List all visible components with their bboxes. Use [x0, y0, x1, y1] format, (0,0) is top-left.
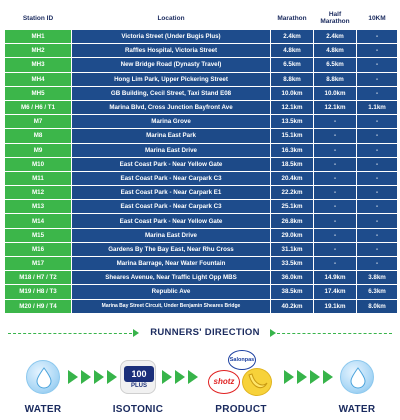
location-cell: Gardens By The Bay East, Near Rhu Cross — [72, 243, 270, 256]
table-body — [5, 30, 397, 313]
location-cell: Sheares Avenue, Near Traffic Light Opp MBS — [72, 271, 270, 284]
marathon-distance-cell: 8.8km — [271, 73, 313, 86]
location-cell: East Coast Park - Near Yellow Gate — [72, 214, 270, 227]
marathon-distance-cell: 36.0km — [271, 271, 313, 284]
table-row — [5, 115, 397, 128]
table-row — [5, 300, 397, 313]
table-row — [5, 271, 397, 284]
station-id-cell: M18 / H7 / T2 — [5, 271, 71, 284]
marathon-distance-cell: 40.2km — [271, 300, 313, 313]
table-row — [5, 44, 397, 57]
ten-km-distance-cell: - — [357, 172, 397, 185]
table-row — [5, 229, 397, 242]
marathon-distance-cell: 33.5km — [271, 257, 313, 270]
half-marathon-distance-cell: - — [314, 257, 356, 270]
marathon-distance-cell: 31.1km — [271, 243, 313, 256]
marathon-distance-cell: 12.1km — [271, 101, 313, 114]
water-label-1: WATER — [24, 404, 62, 415]
banana-shape — [243, 369, 271, 395]
product-label: PRODUCT — [215, 404, 267, 415]
water-drop-icon — [340, 360, 374, 394]
half-marathon-distance-cell: 17.4km — [314, 285, 356, 298]
marathon-distance-cell: 22.2km — [271, 186, 313, 199]
isotonic-drink-icon — [120, 360, 156, 394]
table-row — [5, 257, 397, 270]
location-cell: Marina East Drive — [72, 229, 270, 242]
product-icons — [206, 348, 276, 402]
station-id-cell: M6 / H6 / T1 — [5, 101, 71, 114]
location-cell: Marina Blvd, Cross Junction Bayfront Ave — [72, 101, 270, 114]
station-id-cell: M11 — [5, 172, 71, 185]
ten-km-distance-cell: - — [357, 30, 397, 43]
location-cell: Raffles Hospital, Victoria Street — [72, 44, 270, 57]
station-id-cell: M9 — [5, 144, 71, 157]
station-id-cell: M7 — [5, 115, 71, 128]
water-station-table — [4, 6, 398, 314]
isotonic-brand-logo: 100 — [124, 366, 154, 382]
marathon-distance-cell: 10.0km — [271, 87, 313, 100]
chevron-right-icon — [81, 370, 91, 384]
station-id-cell: M20 / H9 / T4 — [5, 300, 71, 313]
direction-arrow-left-icon — [133, 329, 139, 337]
half-marathon-distance-cell: 12.1km — [314, 101, 356, 114]
direction-dash-left — [8, 333, 132, 334]
marathon-distance-cell: 13.5km — [271, 115, 313, 128]
banana-icon — [242, 368, 272, 396]
ten-km-distance-cell: - — [357, 87, 397, 100]
ten-km-distance-cell: - — [357, 257, 397, 270]
ten-km-distance-cell: 1.1km — [357, 101, 397, 114]
table-row — [5, 186, 397, 199]
header-10km: 10KM — [357, 7, 397, 29]
chevron-right-icon — [68, 370, 78, 384]
location-cell: Marina Grove — [72, 115, 270, 128]
marathon-distance-cell: 4.8km — [271, 44, 313, 57]
station-id-cell: M15 — [5, 229, 71, 242]
station-id-cell: M10 — [5, 158, 71, 171]
chevron-right-icon — [94, 370, 104, 384]
table-row — [5, 30, 397, 43]
location-cell: East Coast Park - Near Carpark E1 — [72, 186, 270, 199]
runners-direction — [0, 326, 400, 342]
half-marathon-distance-cell: 6.5km — [314, 58, 356, 71]
half-marathon-distance-cell: 2.4km — [314, 30, 356, 43]
station-id-cell: MH2 — [5, 44, 71, 57]
ten-km-distance-cell: - — [357, 144, 397, 157]
ten-km-distance-cell: 6.3km — [357, 285, 397, 298]
station-id-cell: M8 — [5, 129, 71, 142]
isotonic-brand-sub: PLUS — [130, 383, 147, 389]
marathon-distance-cell: 26.8km — [271, 214, 313, 227]
marathon-distance-cell: 2.4km — [271, 30, 313, 43]
ten-km-distance-cell: - — [357, 115, 397, 128]
half-marathon-distance-cell: - — [314, 200, 356, 213]
station-id-cell: MH4 — [5, 73, 71, 86]
chevron-right-icon — [310, 370, 320, 384]
half-marathon-distance-cell: - — [314, 243, 356, 256]
location-cell: Marina East Park — [72, 129, 270, 142]
ten-km-distance-cell: - — [357, 129, 397, 142]
marathon-distance-cell: 38.5km — [271, 285, 313, 298]
water-drop-icon — [26, 360, 60, 394]
table-row — [5, 200, 397, 213]
station-order-flow — [0, 348, 400, 420]
ten-km-distance-cell: - — [357, 158, 397, 171]
location-cell: Marina Barrage, Near Water Fountain — [72, 257, 270, 270]
location-cell: Marina East Drive — [72, 144, 270, 157]
table-row — [5, 285, 397, 298]
station-id-cell: MH1 — [5, 30, 71, 43]
water-station-table-container — [4, 6, 396, 314]
chevron-right-icon — [297, 370, 307, 384]
location-cell: GB Building, Cecil Street, Taxi Stand E08 — [72, 87, 270, 100]
location-cell: East Coast Park - Near Yellow Gate — [72, 158, 270, 171]
table-row — [5, 73, 397, 86]
station-id-cell: M19 / H8 / T3 — [5, 285, 71, 298]
half-marathon-distance-cell: 14.9km — [314, 271, 356, 284]
half-marathon-distance-cell: - — [314, 214, 356, 227]
station-id-cell: MH3 — [5, 58, 71, 71]
direction-label: RUNNERS' DIRECTION — [150, 327, 260, 338]
table-row — [5, 101, 397, 114]
table-header-row — [5, 7, 397, 29]
chevron-right-icon — [162, 370, 172, 384]
chevron-right-icon — [323, 370, 333, 384]
location-cell: Hong Lim Park, Upper Pickering Street — [72, 73, 270, 86]
table-row — [5, 158, 397, 171]
table-row — [5, 58, 397, 71]
ten-km-distance-cell: - — [357, 214, 397, 227]
isotonic-label: ISOTONIC — [112, 404, 164, 415]
half-marathon-distance-cell: - — [314, 129, 356, 142]
drop-shape — [36, 367, 52, 389]
ten-km-distance-cell: - — [357, 58, 397, 71]
marathon-distance-cell: 29.0km — [271, 229, 313, 242]
half-marathon-distance-cell: - — [314, 158, 356, 171]
station-id-cell: M14 — [5, 214, 71, 227]
half-marathon-distance-cell: 4.8km — [314, 44, 356, 57]
half-marathon-distance-cell: 19.1km — [314, 300, 356, 313]
half-marathon-distance-cell: 10.0km — [314, 87, 356, 100]
half-marathon-distance-cell: - — [314, 115, 356, 128]
location-cell: East Coast Park - Near Carpark C3 — [72, 200, 270, 213]
header-location: Location — [72, 7, 270, 29]
location-cell: East Coast Park - Near Carpark C3 — [72, 172, 270, 185]
half-marathon-distance-cell: - — [314, 186, 356, 199]
chevron-right-icon — [107, 370, 117, 384]
ten-km-distance-cell: - — [357, 186, 397, 199]
marathon-distance-cell: 6.5km — [271, 58, 313, 71]
marathon-distance-cell: 20.4km — [271, 172, 313, 185]
table-row — [5, 243, 397, 256]
ten-km-distance-cell: - — [357, 44, 397, 57]
ten-km-distance-cell: - — [357, 200, 397, 213]
shotz-logo: shotz — [208, 370, 240, 394]
ten-km-distance-cell: 8.0km — [357, 300, 397, 313]
half-marathon-distance-cell: - — [314, 144, 356, 157]
location-cell: Victoria Street (Under Bugis Plus) — [72, 30, 270, 43]
table-row — [5, 214, 397, 227]
table-row — [5, 87, 397, 100]
ten-km-distance-cell: - — [357, 229, 397, 242]
marathon-distance-cell: 16.3km — [271, 144, 313, 157]
station-id-cell: MH5 — [5, 87, 71, 100]
marathon-distance-cell: 18.5km — [271, 158, 313, 171]
salonpas-logo: Salonpas — [228, 350, 256, 370]
location-cell: Republic Ave — [72, 285, 270, 298]
location-cell: Marina Bay Street Circuit, Under Benjamin Sheares Bridge — [72, 300, 270, 313]
direction-arrow-right-icon — [270, 329, 276, 337]
half-marathon-distance-cell: - — [314, 229, 356, 242]
header-half-marathon: Half Marathon — [314, 7, 356, 29]
ten-km-distance-cell: - — [357, 243, 397, 256]
ten-km-distance-cell: 3.8km — [357, 271, 397, 284]
water-label-2: WATER — [338, 404, 376, 415]
marathon-distance-cell: 15.1km — [271, 129, 313, 142]
header-station-id: Station ID — [5, 7, 71, 29]
chevron-right-icon — [188, 370, 198, 384]
chevron-right-icon — [175, 370, 185, 384]
direction-dash-right — [277, 333, 392, 334]
station-id-cell: M16 — [5, 243, 71, 256]
drop-shape — [350, 367, 366, 389]
header-marathon: Marathon — [271, 7, 313, 29]
ten-km-distance-cell: - — [357, 73, 397, 86]
station-id-cell: M17 — [5, 257, 71, 270]
location-cell: New Bridge Road (Dynasty Travel) — [72, 58, 270, 71]
table-row — [5, 144, 397, 157]
table-row — [5, 129, 397, 142]
table-row — [5, 172, 397, 185]
station-id-cell: M12 — [5, 186, 71, 199]
half-marathon-distance-cell: - — [314, 172, 356, 185]
station-id-cell: M13 — [5, 200, 71, 213]
marathon-distance-cell: 25.1km — [271, 200, 313, 213]
half-marathon-distance-cell: 8.8km — [314, 73, 356, 86]
chevron-right-icon — [284, 370, 294, 384]
